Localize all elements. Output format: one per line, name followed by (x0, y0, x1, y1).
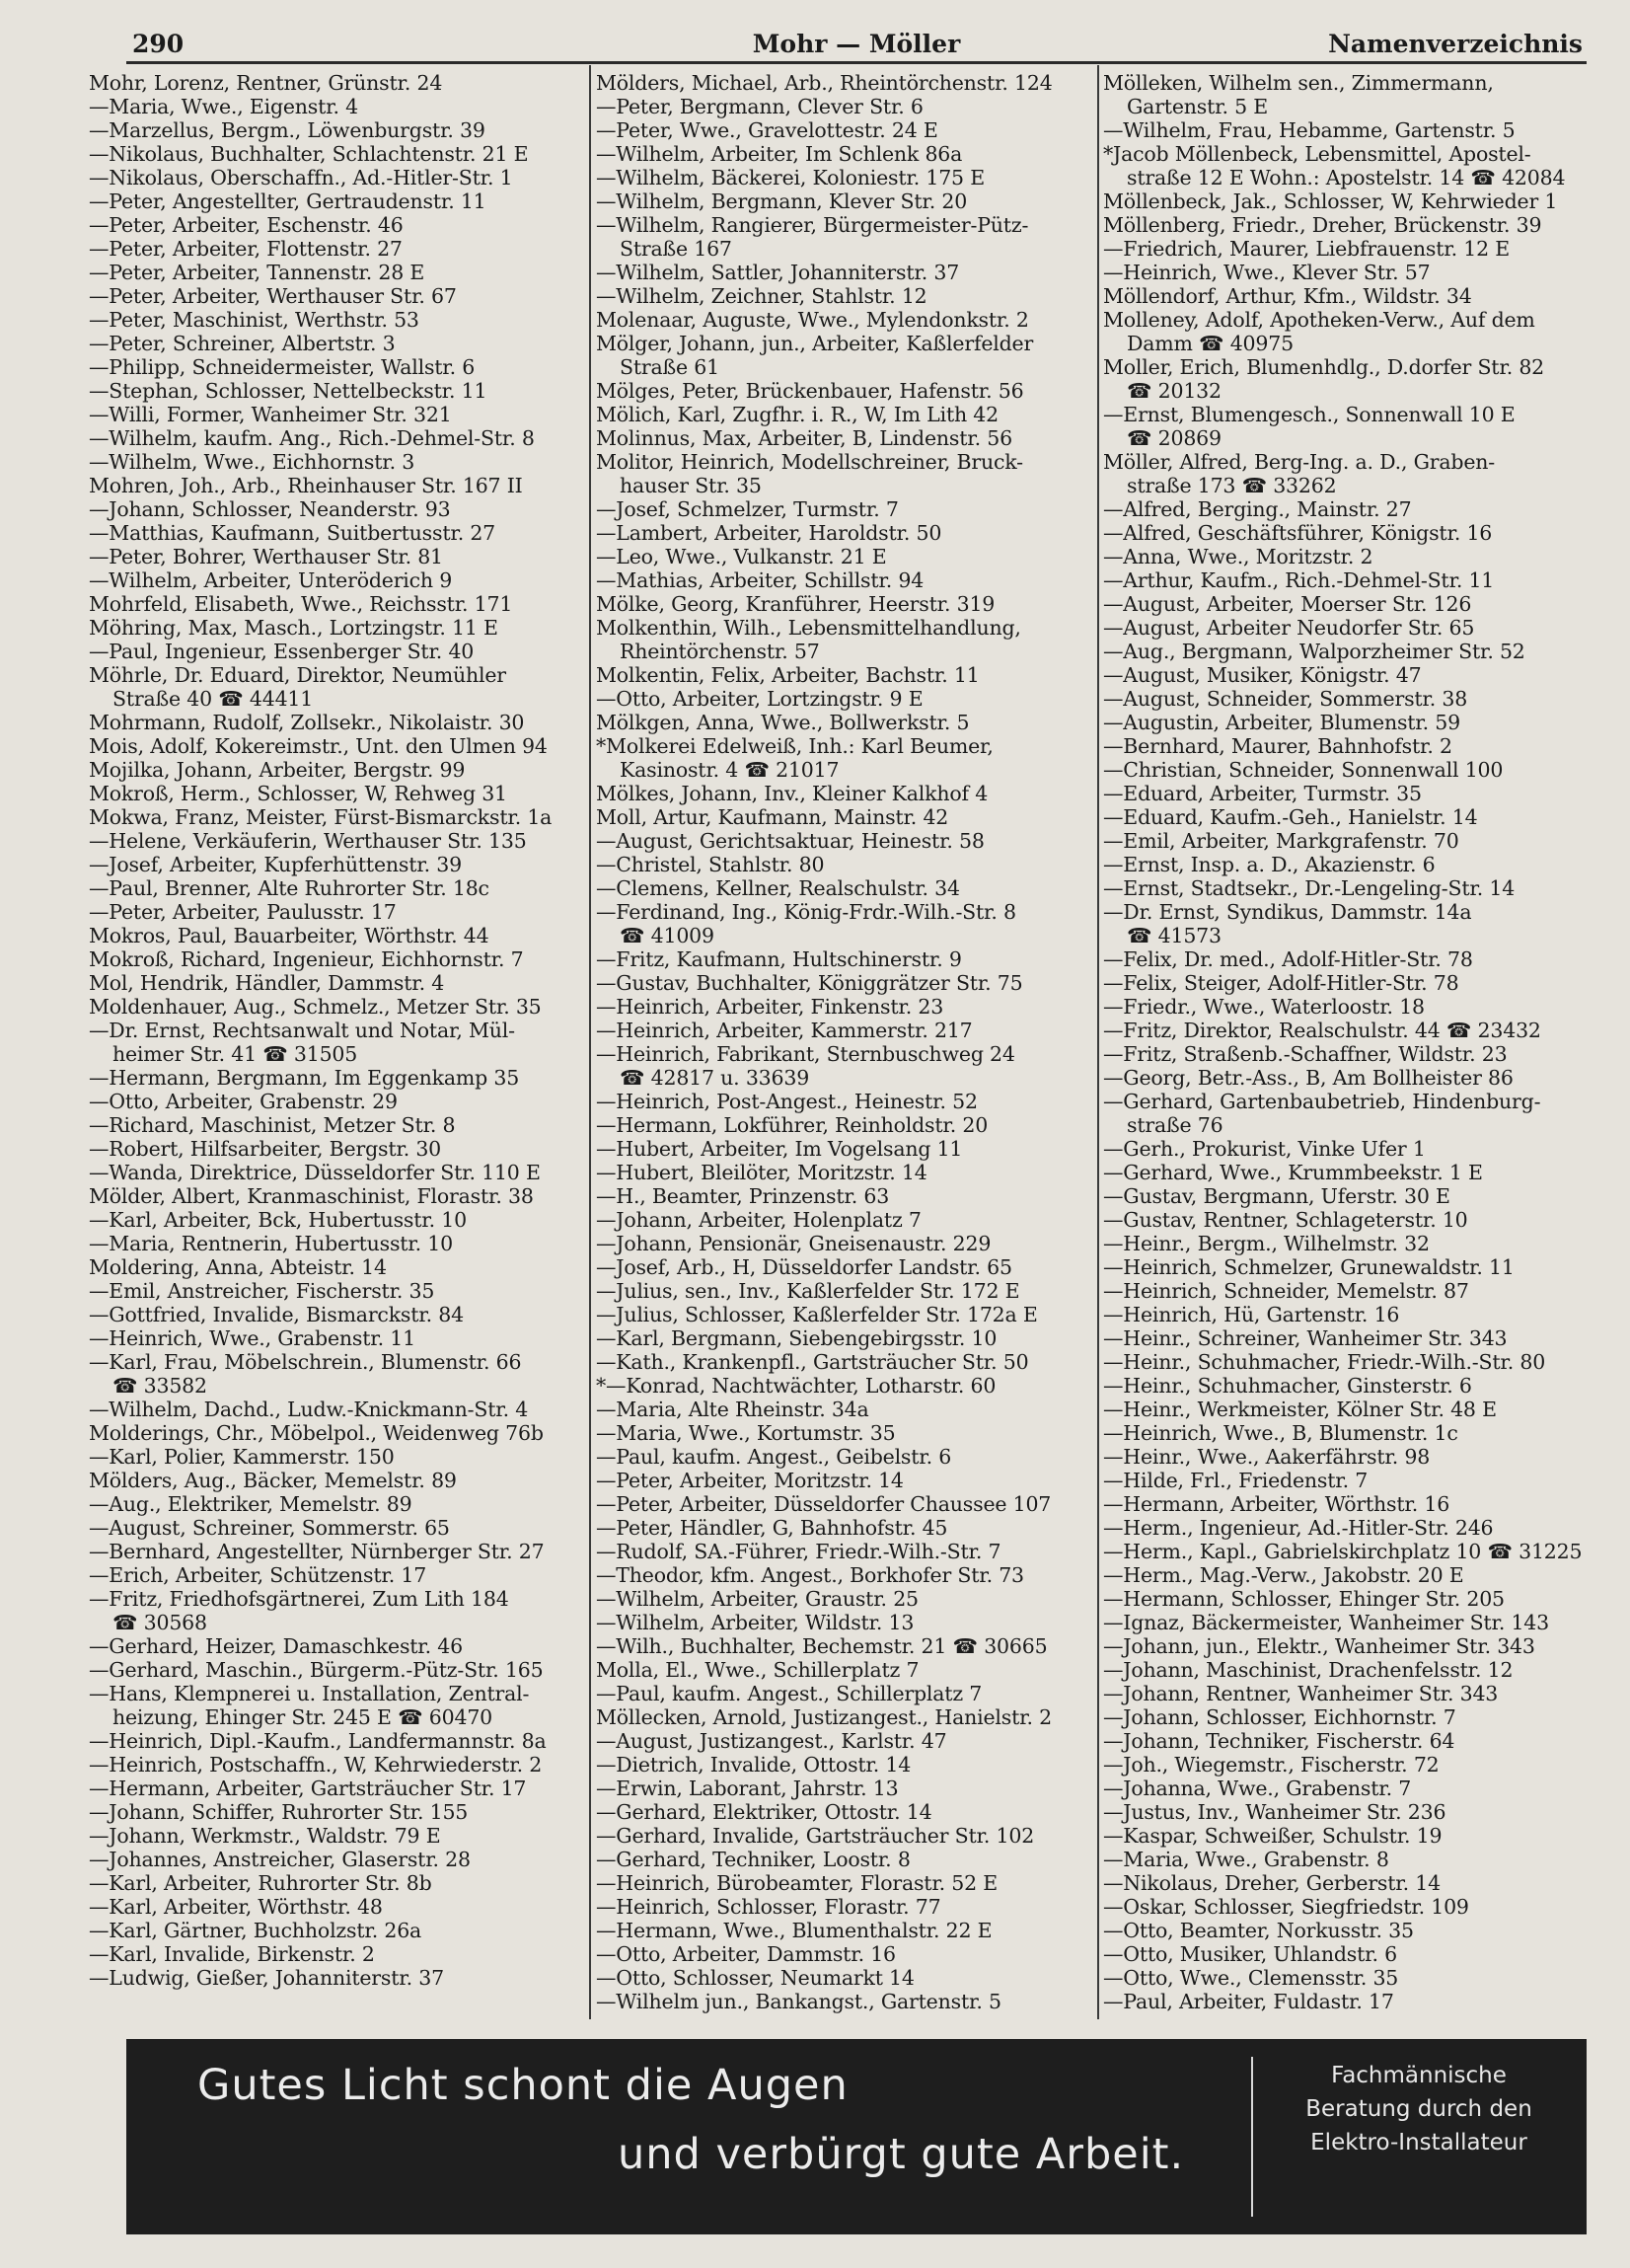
directory-entry: —Heinrich, Arbeiter, Finkenstr. 23 (596, 995, 944, 1019)
directory-entry: —Heinrich, Wwe., Klever Str. 57 (1103, 261, 1431, 284)
directory-entry: Mölke, Georg, Kranführer, Heerstr. 319 (596, 592, 996, 616)
directory-entry: —Wilhelm, kaufm. Ang., Rich.-Dehmel-Str. 8 (89, 426, 535, 450)
directory-entry: —Paul, Arbeiter, Fuldastr. 17 (1103, 1990, 1394, 2013)
directory-entry: —Peter, Händler, G, Bahnhofstr. 45 (596, 1516, 948, 1540)
directory-entry: —Justus, Inv., Wanheimer Str. 236 (1103, 1800, 1446, 1824)
section-title: Namenverzeichnis (1328, 30, 1583, 58)
directory-entry: —Lambert, Arbeiter, Haroldstr. 50 (596, 521, 942, 545)
ad-side-line: Fachmännische (1331, 2063, 1507, 2088)
directory-entry: —Augustin, Arbeiter, Blumenstr. 59 (1103, 711, 1460, 734)
directory-entry: —Eduard, Kaufm.-Geh., Hanielstr. 14 (1103, 805, 1478, 829)
entry-continuation: straße 76 (1127, 1113, 1223, 1137)
directory-entry: —Otto, Arbeiter, Lortzingstr. 9 E (596, 687, 924, 711)
directory-entry: Mölders, Michael, Arb., Rheintörchenstr. 124 (596, 71, 1053, 95)
directory-entry: —Heinrich, Postschaffn., W, Kehrwiederstr. 2 (89, 1753, 543, 1777)
directory-column-2 (596, 71, 1089, 2013)
advertisement-banner (126, 2039, 1587, 2234)
directory-entry: —Gerhard, Gartenbaubetrieb, Hindenburg- (1103, 1090, 1541, 1113)
entry-continuation: ☎ 33582 (112, 1374, 207, 1398)
directory-entry: —August, Gerichtsaktuar, Heinestr. 58 (596, 829, 985, 853)
directory-entry: —Karl, Invalide, Birkenstr. 2 (89, 1942, 375, 1966)
directory-entry: —Heinrich, Wwe., B, Blumenstr. 1c (1103, 1421, 1458, 1445)
entry-continuation: Damm ☎ 40975 (1127, 332, 1294, 355)
directory-entry: —Paul, Brenner, Alte Ruhrorter Str. 18c (89, 876, 489, 900)
directory-entry: Mölleken, Wilhelm sen., Zimmermann, (1103, 71, 1494, 95)
directory-entry: Mölkes, Johann, Inv., Kleiner Kalkhof 4 (596, 782, 989, 805)
directory-entry: —Robert, Hilfsarbeiter, Bergstr. 30 (89, 1137, 442, 1161)
directory-entry: *—Konrad, Nachtwächter, Lotharstr. 60 (596, 1374, 997, 1398)
directory-entry: —Heinrich, Hü, Gartenstr. 16 (1103, 1303, 1400, 1326)
directory-entry: —Hubert, Arbeiter, Im Vogelsang 11 (596, 1137, 963, 1161)
directory-entry: —Johanna, Wwe., Grabenstr. 7 (1103, 1777, 1412, 1800)
directory-entry: —August, Arbeiter Neudorfer Str. 65 (1103, 616, 1475, 640)
directory-entry: —Maria, Wwe., Kortumstr. 35 (596, 1421, 896, 1445)
directory-entry: —Peter, Arbeiter, Flottenstr. 27 (89, 237, 403, 261)
directory-entry: —Peter, Arbeiter, Moritzstr. 14 (596, 1469, 904, 1492)
directory-entry: —Johann, Rentner, Wanheimer Str. 343 (1103, 1682, 1499, 1705)
directory-entry: —Stephan, Schlosser, Nettelbeckstr. 11 (89, 379, 487, 403)
directory-entry: —Maria, Wwe., Grabenstr. 8 (1103, 1848, 1389, 1871)
directory-entry: —Peter, Maschinist, Werthstr. 53 (89, 308, 419, 332)
directory-entry: —Gerhard, Maschin., Bürgerm.-Pütz-Str. 165 (89, 1658, 544, 1682)
directory-entry: Mokroß, Richard, Ingenieur, Eichhornstr. 7 (89, 947, 524, 971)
directory-entry: —Heinr., Schuhmacher, Ginsterstr. 6 (1103, 1374, 1472, 1398)
directory-entry: Mokwa, Franz, Meister, Fürst-Bismarckstr. 1a (89, 805, 553, 829)
directory-entry: —Emil, Anstreicher, Fischerstr. 35 (89, 1279, 435, 1303)
directory-entry: —Johann, Schlosser, Eichhornstr. 7 (1103, 1705, 1456, 1729)
directory-entry: —Gerhard, Invalide, Gartsträucher Str. 102 (596, 1824, 1035, 1848)
directory-entry: —Wilhelm, Sattler, Johanniterstr. 37 (596, 261, 960, 284)
directory-entry: —Kath., Krankenpfl., Gartsträucher Str. 50 (596, 1350, 1029, 1374)
directory-entry: —Paul, kaufm. Angest., Schillerplatz 7 (596, 1682, 983, 1705)
directory-entry: Möhring, Max, Masch., Lortzingstr. 11 E (89, 616, 498, 640)
directory-entry: —Karl, Gärtner, Buchholzstr. 26a (89, 1919, 422, 1942)
directory-entry: Moller, Erich, Blumenhdlg., D.dorfer Str. 82 (1103, 355, 1545, 379)
directory-entry: —Ignaz, Bäckermeister, Wanheimer Str. 143 (1103, 1611, 1549, 1634)
directory-entry: —Ludwig, Gießer, Johanniterstr. 37 (89, 1966, 444, 1990)
directory-entry: —Peter, Bohrer, Werthauser Str. 81 (89, 545, 443, 568)
directory-entry: —Heinrich, Arbeiter, Kammerstr. 217 (596, 1019, 973, 1042)
directory-entry: —Anna, Wwe., Moritzstr. 2 (1103, 545, 1373, 568)
directory-entry: —Philipp, Schneidermeister, Wallstr. 6 (89, 355, 476, 379)
directory-entry: —Gerhard, Techniker, Loostr. 8 (596, 1848, 911, 1871)
directory-entry: Möllenberg, Friedr., Dreher, Brückenstr. 39 (1103, 213, 1542, 237)
directory-entry: —Heinrich, Bürobeamter, Florastr. 52 E (596, 1871, 999, 1895)
entry-continuation: Straße 167 (620, 237, 732, 261)
directory-entry: —Heinr., Schuhmacher, Friedr.-Wilh.-Str. 80 (1103, 1350, 1546, 1374)
directory-entry: —Maria, Rentnerin, Hubertusstr. 10 (89, 1232, 453, 1255)
entry-continuation: Rheintörchenstr. 57 (620, 640, 820, 663)
directory-entry: —Joh., Wiegemstr., Fischerstr. 72 (1103, 1753, 1440, 1777)
directory-entry: —Christel, Stahlstr. 80 (596, 853, 825, 876)
directory-entry: —Wilhelm, Bäckerei, Koloniestr. 175 E (596, 166, 985, 189)
directory-entry: —Emil, Arbeiter, Markgrafenstr. 70 (1103, 829, 1459, 853)
directory-entry: —Nikolaus, Buchhalter, Schlachtenstr. 21 E (89, 142, 529, 166)
entry-continuation: ☎ 30568 (112, 1611, 207, 1634)
directory-entry: —Otto, Schlosser, Neumarkt 14 (596, 1966, 915, 1990)
directory-entry: —Johann, Maschinist, Drachenfelsstr. 12 (1103, 1658, 1514, 1682)
directory-entry: —Heinrich, Post-Angest., Heinestr. 52 (596, 1090, 978, 1113)
directory-entry: —Ernst, Blumengesch., Sonnenwall 10 E (1103, 403, 1516, 426)
directory-entry: —Wilhelm, Bergmann, Klever Str. 20 (596, 189, 968, 213)
directory-entry: —Heinrich, Schlosser, Florastr. 77 (596, 1895, 941, 1919)
entry-continuation: straße 173 ☎ 33262 (1127, 474, 1337, 497)
directory-entry: —Fritz, Friedhofsgärtnerei, Zum Lith 184 (89, 1587, 509, 1611)
directory-entry: —Peter, Arbeiter, Paulusstr. 17 (89, 900, 397, 924)
directory-entry: —Heinrich, Fabrikant, Sternbuschweg 24 (596, 1042, 1015, 1066)
entry-continuation: ☎ 41009 (620, 924, 714, 947)
directory-entry: —Josef, Arb., H, Düsseldorfer Landstr. 65 (596, 1255, 1012, 1279)
directory-entry: —Wilhelm, Rangierer, Bürgermeister-Pütz- (596, 213, 1029, 237)
directory-entry: —Paul, kaufm. Angest., Geibelstr. 6 (596, 1445, 952, 1469)
directory-entry: Moldenhauer, Aug., Schmelz., Metzer Str. 35 (89, 995, 542, 1019)
directory-entry: —Herm., Mag.-Verw., Jakobstr. 20 E (1103, 1563, 1464, 1587)
directory-entry: Molleney, Adolf, Apotheken-Verw., Auf dem (1103, 308, 1535, 332)
directory-entry: —Heinrich, Dipl.-Kaufm., Landfermannstr. 8a (89, 1729, 547, 1753)
directory-entry: —Julius, sen., Inv., Kaßlerfelder Str. 172 E (596, 1279, 1020, 1303)
directory-entry: —Maria, Alte Rheinstr. 34a (596, 1398, 869, 1421)
directory-entry: Molkenthin, Wilh., Lebensmittelhandlung, (596, 616, 1021, 640)
directory-entry: —Hermann, Lokführer, Reinholdstr. 20 (596, 1113, 989, 1137)
directory-entry: —Hermann, Arbeiter, Wörthstr. 16 (1103, 1492, 1450, 1516)
directory-entry: —Oskar, Schlosser, Siegfriedstr. 109 (1103, 1895, 1469, 1919)
directory-entry: —Wanda, Direktrice, Düsseldorfer Str. 110 E (89, 1161, 541, 1184)
directory-entry: —Wilhelm, Frau, Hebamme, Gartenstr. 5 (1103, 118, 1516, 142)
directory-entry: —Gustav, Buchhalter, Königgrätzer Str. 75 (596, 971, 1023, 995)
directory-entry: —Johannes, Anstreicher, Glaserstr. 28 (89, 1848, 471, 1871)
entry-continuation: Gartenstr. 5 E (1127, 95, 1269, 118)
ad-headline-2: und verbürgt gute Arbeit. (618, 2130, 1185, 2179)
entry-continuation: Straße 40 ☎ 44411 (112, 687, 314, 711)
directory-entry: —August, Schneider, Sommerstr. 38 (1103, 687, 1468, 711)
directory-entry: —Erich, Arbeiter, Schützenstr. 17 (89, 1563, 427, 1587)
ad-side-line: Elektro-Installateur (1310, 2130, 1527, 2155)
directory-entry: *Jacob Möllenbeck, Lebensmittel, Apostel- (1103, 142, 1531, 166)
directory-entry: —Dietrich, Invalide, Ottostr. 14 (596, 1753, 912, 1777)
directory-entry: —Gustav, Bergmann, Uferstr. 30 E (1103, 1184, 1450, 1208)
directory-entry: —Hubert, Bleilöter, Moritzstr. 14 (596, 1161, 927, 1184)
directory-entry: —Theodor, kfm. Angest., Borkhofer Str. 73 (596, 1563, 1024, 1587)
directory-entry: —Wilhelm, Wwe., Eichhornstr. 3 (89, 450, 415, 474)
directory-entry: —Richard, Maschinist, Metzer Str. 8 (89, 1113, 456, 1137)
directory-entry: Mölich, Karl, Zugfhr. i. R., W, Im Lith 42 (596, 403, 999, 426)
directory-entry: —Kaspar, Schweißer, Schulstr. 19 (1103, 1824, 1443, 1848)
directory-entry: —Nikolaus, Oberschaffn., Ad.-Hitler-Str. 1 (89, 166, 513, 189)
directory-entry: —Wilhelm, Arbeiter, Graustr. 25 (596, 1587, 919, 1611)
directory-entry: —Peter, Wwe., Gravelottestr. 24 E (596, 118, 938, 142)
directory-entry: —Hermann, Wwe., Blumenthalstr. 22 E (596, 1919, 993, 1942)
ad-side-text (1271, 2059, 1567, 2159)
directory-entry: —Friedrich, Maurer, Liebfrauenstr. 12 E (1103, 237, 1511, 261)
directory-entry: —Nikolaus, Dreher, Gerberstr. 14 (1103, 1871, 1441, 1895)
directory-entry: —Clemens, Kellner, Realschulstr. 34 (596, 876, 960, 900)
directory-entry: Mölder, Albert, Kranmaschinist, Florastr. 38 (89, 1184, 534, 1208)
directory-column-1 (89, 71, 582, 1990)
directory-entry: —August, Schreiner, Sommerstr. 65 (89, 1516, 450, 1540)
directory-entry: —Heinr., Schreiner, Wanheimer Str. 343 (1103, 1326, 1508, 1350)
directory-entry: —Arthur, Kaufm., Rich.-Dehmel-Str. 11 (1103, 568, 1495, 592)
directory-entry: *Molkerei Edelweiß, Inh.: Karl Beumer, (596, 734, 994, 758)
directory-entry: —Eduard, Arbeiter, Turmstr. 35 (1103, 782, 1422, 805)
directory-entry: —Helene, Verkäuferin, Werthauser Str. 135 (89, 829, 527, 853)
directory-entry: —Christian, Schneider, Sonnenwall 100 (1103, 758, 1504, 782)
directory-entry: —Gerhard, Elektriker, Ottostr. 14 (596, 1800, 932, 1824)
entry-continuation: ☎ 41573 (1127, 924, 1222, 947)
directory-entry: Molitor, Heinrich, Modellschreiner, Bruck- (596, 450, 1023, 474)
directory-entry: —Hilde, Frl., Friedenstr. 7 (1103, 1469, 1369, 1492)
ad-divider (1251, 2057, 1253, 2217)
directory-entry: —Bernhard, Maurer, Bahnhofstr. 2 (1103, 734, 1452, 758)
directory-entry: —Aug., Bergmann, Walporzheimer Str. 52 (1103, 640, 1525, 663)
directory-entry: —Peter, Arbeiter, Eschenstr. 46 (89, 213, 404, 237)
directory-entry: —Hermann, Bergmann, Im Eggenkamp 35 (89, 1066, 520, 1090)
directory-entry: —Mathias, Arbeiter, Schillstr. 94 (596, 568, 925, 592)
directory-entry: —Gerhard, Wwe., Krummbeekstr. 1 E (1103, 1161, 1483, 1184)
directory-entry: —Karl, Arbeiter, Bck, Hubertusstr. 10 (89, 1208, 467, 1232)
directory-entry: —Otto, Arbeiter, Dammstr. 16 (596, 1942, 896, 1966)
directory-entry: Möllenbeck, Jak., Schlosser, W, Kehrwieder 1 (1103, 189, 1558, 213)
directory-entry: —Georg, Betr.-Ass., B, Am Bollheister 86 (1103, 1066, 1514, 1090)
directory-entry: Möller, Alfred, Berg-Ing. a. D., Graben- (1103, 450, 1495, 474)
directory-entry: —Fritz, Kaufmann, Hultschinerstr. 9 (596, 947, 962, 971)
directory-entry: —Wilh., Buchhalter, Bechemstr. 21 ☎ 30665 (596, 1634, 1048, 1658)
directory-entry: —Wilhelm, Arbeiter, Unteröderich 9 (89, 568, 453, 592)
directory-entry: —August, Musiker, Königstr. 47 (1103, 663, 1422, 687)
entry-continuation: ☎ 20869 (1127, 426, 1222, 450)
directory-entry: —Maria, Wwe., Eigenstr. 4 (89, 95, 358, 118)
directory-entry: —Karl, Arbeiter, Wörthstr. 48 (89, 1895, 383, 1919)
directory-entry: —Peter, Bergmann, Clever Str. 6 (596, 95, 924, 118)
directory-entry: —Karl, Polier, Kammerstr. 150 (89, 1445, 395, 1469)
entry-continuation: ☎ 20132 (1127, 379, 1222, 403)
entry-continuation: ☎ 42817 u. 33639 (620, 1066, 810, 1090)
directory-entry: —Karl, Bergmann, Siebengebirgsstr. 10 (596, 1326, 998, 1350)
directory-entry: Möhrle, Dr. Eduard, Direktor, Neumühler (89, 663, 506, 687)
directory-entry: —Rudolf, SA.-Führer, Friedr.-Wilh.-Str. 7 (596, 1540, 1001, 1563)
entry-continuation: Straße 61 (620, 355, 719, 379)
running-head: Mohr — Möller (752, 30, 961, 58)
directory-entry: —Wilhelm, Dachd., Ludw.-Knickmann-Str. 4 (89, 1398, 529, 1421)
directory-entry: —Alfred, Geschäftsführer, Königstr. 16 (1103, 521, 1493, 545)
directory-entry: —Johann, Schlosser, Neanderstr. 93 (89, 497, 451, 521)
directory-entry: Mölkgen, Anna, Wwe., Bollwerkstr. 5 (596, 711, 970, 734)
entry-continuation: straße 12 E Wohn.: Apostelstr. 14 ☎ 42084 (1127, 166, 1566, 189)
page-number: 290 (132, 30, 185, 58)
directory-entry: —Wilhelm, Arbeiter, Im Schlenk 86a (596, 142, 963, 166)
directory-entry: Mölges, Peter, Brückenbauer, Hafenstr. 56 (596, 379, 1024, 403)
directory-entry: —H., Beamter, Prinzenstr. 63 (596, 1184, 890, 1208)
directory-entry: —Hermann, Arbeiter, Gartsträucher Str. 17 (89, 1777, 527, 1800)
directory-entry: Möllendorf, Arthur, Kfm., Wildstr. 34 (1103, 284, 1472, 308)
directory-entry: Molla, El., Wwe., Schillerplatz 7 (596, 1658, 920, 1682)
entry-continuation: heizung, Ehinger Str. 245 E ☎ 60470 (112, 1705, 493, 1729)
directory-entry: —Karl, Frau, Möbelschrein., Blumenstr. 66 (89, 1350, 522, 1374)
directory-entry: —Ferdinand, Ing., König-Frdr.-Wilh.-Str. 8 (596, 900, 1016, 924)
directory-entry: —Peter, Arbeiter, Werthauser Str. 67 (89, 284, 457, 308)
directory-entry: Mohr, Lorenz, Rentner, Grünstr. 24 (89, 71, 443, 95)
directory-entry: —Felix, Steiger, Adolf-Hitler-Str. 78 (1103, 971, 1459, 995)
directory-entry: —Heinr., Wwe., Aakerfährstr. 98 (1103, 1445, 1431, 1469)
directory-entry: —Friedr., Wwe., Waterloostr. 18 (1103, 995, 1425, 1019)
directory-entry: —Marzellus, Bergm., Löwenburgstr. 39 (89, 118, 485, 142)
directory-entry: —Otto, Musiker, Uhlandstr. 6 (1103, 1942, 1397, 1966)
directory-entry: Mois, Adolf, Kokereimstr., Unt. den Ulmen 94 (89, 734, 548, 758)
directory-entry: —Gerhard, Heizer, Damaschkestr. 46 (89, 1634, 463, 1658)
ad-side-line: Beratung durch den (1305, 2096, 1532, 2122)
directory-entry: —Willi, Former, Wanheimer Str. 321 (89, 403, 452, 426)
directory-entry: Molenaar, Auguste, Wwe., Mylendonkstr. 2 (596, 308, 1029, 332)
directory-entry: —Heinr., Bergm., Wilhelmstr. 32 (1103, 1232, 1430, 1255)
directory-entry: —August, Arbeiter, Moerser Str. 126 (1103, 592, 1472, 616)
directory-entry: —Johann, jun., Elektr., Wanheimer Str. 343 (1103, 1634, 1535, 1658)
directory-entry: —Felix, Dr. med., Adolf-Hitler-Str. 78 (1103, 947, 1473, 971)
directory-entry: —Leo, Wwe., Vulkanstr. 21 E (596, 545, 887, 568)
directory-entry: Molkentin, Felix, Arbeiter, Bachstr. 11 (596, 663, 980, 687)
directory-entry: —Karl, Arbeiter, Ruhrorter Str. 8b (89, 1871, 432, 1895)
directory-entry: —Herm., Ingenieur, Ad.-Hitler-Str. 246 (1103, 1516, 1494, 1540)
directory-entry: Mohrmann, Rudolf, Zollsekr., Nikolaistr. 30 (89, 711, 525, 734)
directory-entry: —Alfred, Berging., Mainstr. 27 (1103, 497, 1412, 521)
directory-entry: —Erwin, Laborant, Jahrstr. 13 (596, 1777, 899, 1800)
directory-entry: —Peter, Schreiner, Albertstr. 3 (89, 332, 396, 355)
directory-entry: —Gottfried, Invalide, Bismarckstr. 84 (89, 1303, 464, 1326)
directory-entry: —Wilhelm jun., Bankangst., Gartenstr. 5 (596, 1990, 1001, 2013)
directory-entry: —Hans, Klempnerei u. Installation, Zentral- (89, 1682, 530, 1705)
directory-entry: —Fritz, Straßenb.-Schaffner, Wildstr. 23 (1103, 1042, 1508, 1066)
directory-entry: —Johann, Schiffer, Ruhrorter Str. 155 (89, 1800, 469, 1824)
directory-entry: —Otto, Wwe., Clemensstr. 35 (1103, 1966, 1399, 1990)
directory-entry: —Matthias, Kaufmann, Suitbertusstr. 27 (89, 521, 496, 545)
directory-entry: Mojilka, Johann, Arbeiter, Bergstr. 99 (89, 758, 466, 782)
directory-entry: —Dr. Ernst, Syndikus, Dammstr. 14a (1103, 900, 1472, 924)
directory-entry: —Bernhard, Angestellter, Nürnberger Str. 27 (89, 1540, 545, 1563)
ad-headline-1: Gutes Licht schont die Augen (197, 2061, 849, 2110)
entry-continuation: Kasinostr. 4 ☎ 21017 (620, 758, 840, 782)
directory-entry: —Aug., Elektriker, Memelstr. 89 (89, 1492, 412, 1516)
directory-entry: Molderings, Chr., Möbelpol., Weidenweg 76b (89, 1421, 544, 1445)
directory-entry: —Gerh., Prokurist, Vinke Ufer 1 (1103, 1137, 1426, 1161)
directory-entry: Möllecken, Arnold, Justizangest., Hanielstr. 2 (596, 1705, 1052, 1729)
directory-entry: Molinnus, Max, Arbeiter, B, Lindenstr. 56 (596, 426, 1012, 450)
directory-entry: Mölger, Johann, jun., Arbeiter, Kaßlerfelder (596, 332, 1034, 355)
directory-entry: —Johann, Werkmstr., Waldstr. 79 E (89, 1824, 441, 1848)
entry-continuation: hauser Str. 35 (620, 474, 762, 497)
directory-entry: —Johann, Pensionär, Gneisenaustr. 229 (596, 1232, 992, 1255)
directory-entry: —Ernst, Insp. a. D., Akazienstr. 6 (1103, 853, 1436, 876)
directory-entry: —Heinrich, Schneider, Memelstr. 87 (1103, 1279, 1469, 1303)
entry-continuation: heimer Str. 41 ☎ 31505 (112, 1042, 358, 1066)
directory-entry: Mokroß, Herm., Schlosser, W, Rehweg 31 (89, 782, 507, 805)
directory-entry: —Peter, Arbeiter, Tannenstr. 28 E (89, 261, 425, 284)
directory-entry: —Heinr., Werkmeister, Kölner Str. 48 E (1103, 1398, 1497, 1421)
directory-entry: —Ernst, Stadtsekr., Dr.-Lengeling-Str. 14 (1103, 876, 1516, 900)
directory-entry: Mol, Hendrik, Händler, Dammstr. 4 (89, 971, 445, 995)
directory-entry: Mohren, Joh., Arb., Rheinhauser Str. 167 II (89, 474, 523, 497)
page-header (126, 28, 1587, 64)
directory-entry: Moldering, Anna, Abteistr. 14 (89, 1255, 387, 1279)
directory-column-3 (1103, 71, 1596, 2013)
directory-entry: —Peter, Arbeiter, Düsseldorfer Chaussee 107 (596, 1492, 1052, 1516)
directory-entry: —Heinrich, Wwe., Grabenstr. 11 (89, 1326, 415, 1350)
directory-entry: Mölders, Aug., Bäcker, Memelstr. 89 (89, 1469, 457, 1492)
directory-entry: —August, Justizangest., Karlstr. 47 (596, 1729, 947, 1753)
directory-entry: —Peter, Angestellter, Gertraudenstr. 11 (89, 189, 486, 213)
directory-entry: —Paul, Ingenieur, Essenberger Str. 40 (89, 640, 475, 663)
directory-entry: —Heinrich, Schmelzer, Grunewaldstr. 11 (1103, 1255, 1515, 1279)
directory-entry: —Wilhelm, Zeichner, Stahlstr. 12 (596, 284, 927, 308)
directory-entry: —Hermann, Schlosser, Ehinger Str. 205 (1103, 1587, 1505, 1611)
directory-entry: —Otto, Beamter, Norkusstr. 35 (1103, 1919, 1414, 1942)
directory-entry: —Otto, Arbeiter, Grabenstr. 29 (89, 1090, 398, 1113)
directory-entry: —Josef, Schmelzer, Turmstr. 7 (596, 497, 899, 521)
directory-entry: Mohrfeld, Elisabeth, Wwe., Reichsstr. 171 (89, 592, 513, 616)
directory-entry: —Gustav, Rentner, Schlageterstr. 10 (1103, 1208, 1468, 1232)
directory-entry: —Julius, Schlosser, Kaßlerfelder Str. 172a E (596, 1303, 1038, 1326)
directory-entry: —Herm., Kapl., Gabrielskirchplatz 10 ☎ 31225 (1103, 1540, 1583, 1563)
directory-entry: —Wilhelm, Arbeiter, Wildstr. 13 (596, 1611, 915, 1634)
column-divider (1097, 65, 1099, 2019)
directory-entry: —Johann, Techniker, Fischerstr. 64 (1103, 1729, 1455, 1753)
directory-entry: —Josef, Arbeiter, Kupferhüttenstr. 39 (89, 853, 462, 876)
directory-entry: Mokros, Paul, Bauarbeiter, Wörthstr. 44 (89, 924, 489, 947)
directory-entry: —Dr. Ernst, Rechtsanwalt und Notar, Mül- (89, 1019, 515, 1042)
directory-entry: —Johann, Arbeiter, Holenplatz 7 (596, 1208, 922, 1232)
directory-entry: Moll, Artur, Kaufmann, Mainstr. 42 (596, 805, 949, 829)
column-divider (589, 65, 591, 2019)
directory-entry: —Fritz, Direktor, Realschulstr. 44 ☎ 23432 (1103, 1019, 1541, 1042)
